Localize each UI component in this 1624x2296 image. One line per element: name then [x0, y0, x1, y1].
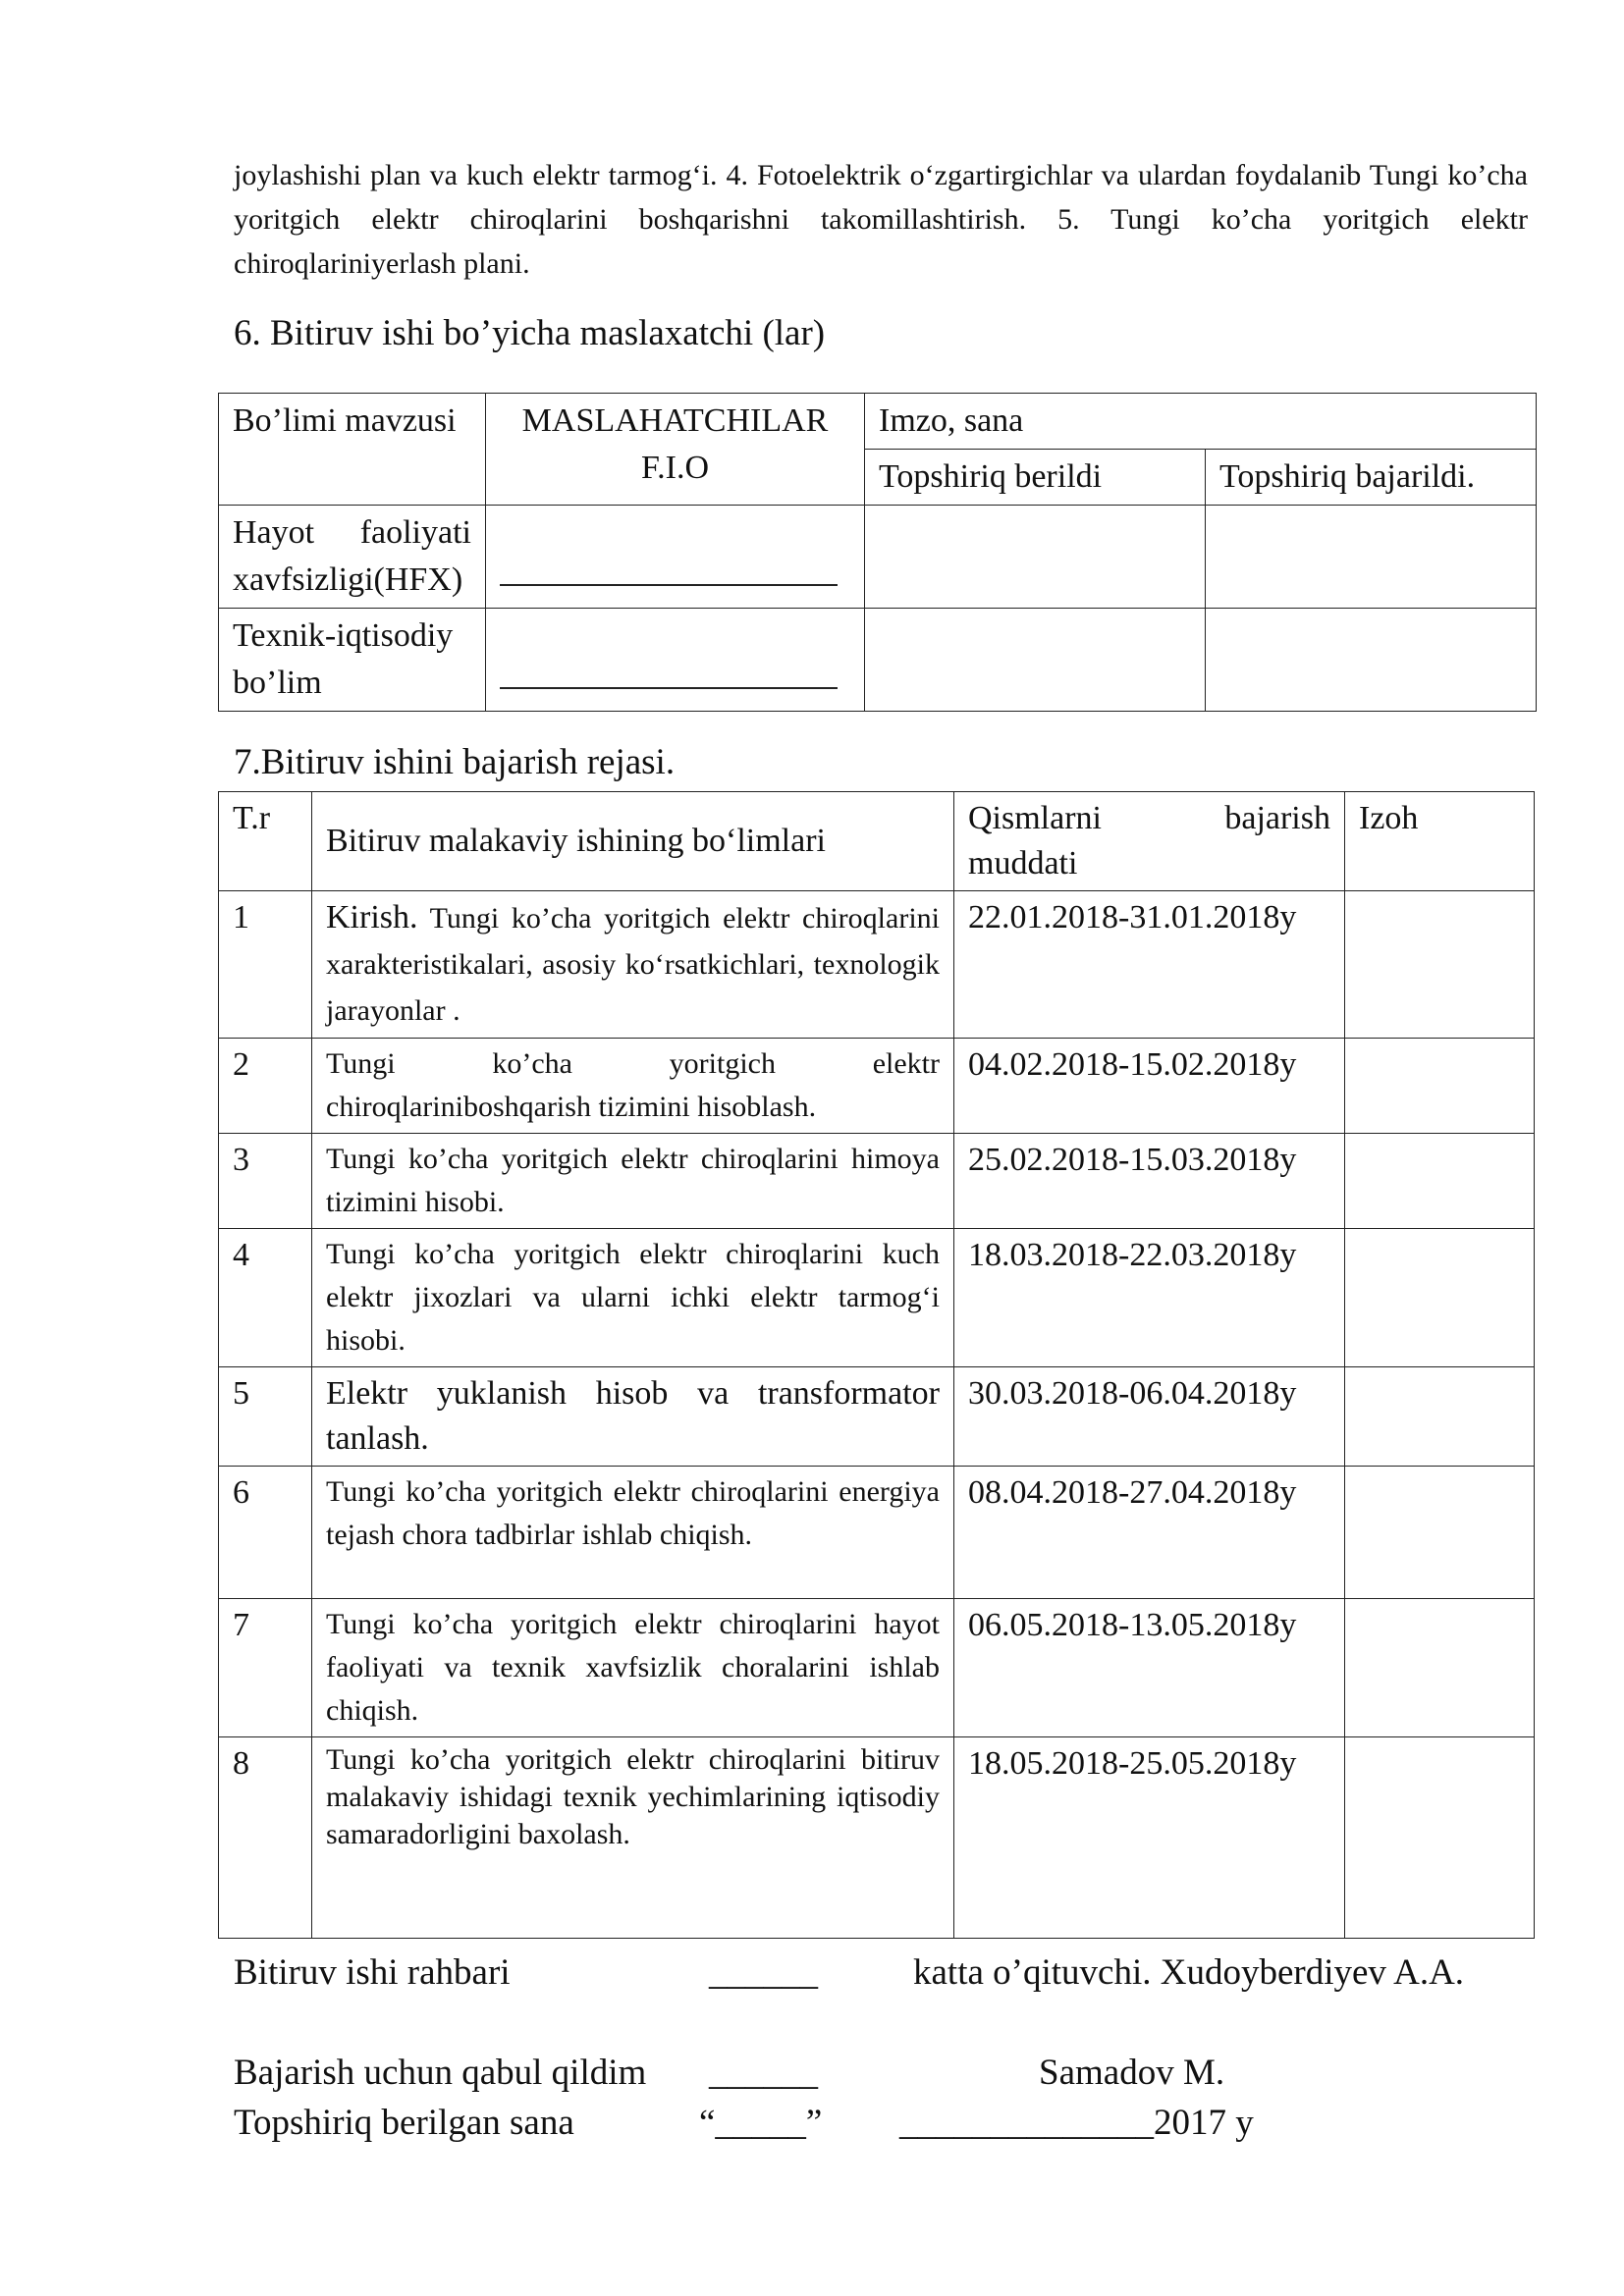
- plan-header-parts: Bitiruv malakaviy ishining bo‘limlari: [312, 792, 954, 891]
- table-row: [219, 1229, 1535, 1367]
- intro-paragraph: joylashishi plan va kuch elektr tarmog‘i. 4. Fotoelektrik o‘zgartirgichlar va ulardan foydalanib Tungi ko’cha yoritgich elektr chiroqlarini boshqarishni takomillashtirish. 5. Tungi ko’cha yoritgich elektr chiroqlariniyerlash plani.: [234, 159, 1528, 280]
- plan-row-date: 18.03.2018-22.03.2018y: [954, 1229, 1345, 1367]
- advisors-header-signature: Imzo, sana: [865, 394, 1537, 450]
- table-row: [219, 506, 1537, 609]
- plan-row-text: Tungi ko’cha yoritgich elektr chiroqlariniboshqarish tizimini hisoblash.: [312, 1039, 954, 1134]
- advisor-name-cell: [486, 609, 865, 712]
- table-row: [219, 1134, 1535, 1229]
- plan-header-note: Izoh: [1345, 792, 1535, 891]
- advisor-section-cell: Hayot faoliyati xavfsizligi(HFX): [219, 506, 486, 609]
- section6-title: 6. Bitiruv ishi bo’yicha maslaxatchi (lar): [234, 313, 826, 353]
- plan-row-date: 30.03.2018-06.04.2018y: [954, 1367, 1345, 1467]
- plan-header-num: T.r: [219, 792, 312, 891]
- plan-row-note: [1345, 1367, 1535, 1467]
- accepted-name: Samadov M.: [1039, 2053, 1225, 2093]
- plan-row-note: [1345, 1599, 1535, 1737]
- advisors-header-section: Bo’limi mavzusi: [219, 394, 486, 506]
- table-row: [219, 891, 1535, 1039]
- plan-row-date: 04.02.2018-15.02.2018y: [954, 1039, 1345, 1134]
- plan-header-deadline: Qismlarni bajarish muddati: [954, 792, 1345, 891]
- plan-row-date: 06.05.2018-13.05.2018y: [954, 1599, 1345, 1737]
- advisor-given-cell: [865, 609, 1206, 712]
- plan-row-note: [1345, 1467, 1535, 1599]
- plan-row-num: 6: [219, 1467, 312, 1599]
- plan-row-text: Tungi ko’cha yoritgich elektr chiroqlarini energiya tejash chora tadbirlar ishlab chiqish.: [312, 1467, 954, 1599]
- section7-title: 7.Bitiruv ishini bajarish rejasi.: [234, 742, 676, 782]
- table-row: [219, 1367, 1535, 1467]
- plan-table: [218, 791, 1535, 1939]
- advisor-section-cell: Texnik-iqtisodiy bo’lim: [219, 609, 486, 712]
- advisor-given-cell: [865, 506, 1206, 609]
- plan-row-note: [1345, 1737, 1535, 1939]
- supervisor-label: Bitiruv ishi rahbari: [234, 1952, 511, 1993]
- table-row: [219, 1599, 1535, 1737]
- plan-row-text: Elektr yuklanish hisob va transformator tanlash.: [312, 1367, 954, 1467]
- plan-row-text: Tungi ko’cha yoritgich elektr chiroqlarini bitiruv malakaviy ishidagi texnik yechimlarining iqtisodiy samaradorligini baxolash.: [312, 1737, 954, 1939]
- date-quote: “_____”: [699, 2103, 823, 2143]
- advisor-done-cell: [1206, 506, 1537, 609]
- plan-header-row: [219, 792, 1535, 891]
- table-row: [219, 1467, 1535, 1599]
- table-row: [219, 1039, 1535, 1134]
- accepted-label: Bajarish uchun qabul qildim: [234, 2053, 647, 2093]
- plan-row-num: 7: [219, 1599, 312, 1737]
- date-label: Topshiriq berilgan sana: [234, 2103, 574, 2143]
- plan-row-num: 3: [219, 1134, 312, 1229]
- plan-row-num: 8: [219, 1737, 312, 1939]
- advisor-name-cell: [486, 506, 865, 609]
- plan-row-num: 4: [219, 1229, 312, 1367]
- table-row: [219, 1737, 1535, 1939]
- plan-row-text: Tungi ko’cha yoritgich elektr chiroqlarini hayot faoliyati va texnik xavfsizlik choralarini ishlab chiqish.: [312, 1599, 954, 1737]
- plan-row-note: [1345, 1134, 1535, 1229]
- date-year: ______________2017 y: [899, 2103, 1254, 2143]
- advisors-header-given: Topshiriq berildi: [865, 450, 1206, 506]
- advisors-table: [218, 393, 1537, 712]
- plan-row-text: Tungi ko’cha yoritgich elektr chiroqlarini kuch elektr jixozlari va ularni ichki elektr tarmog‘i hisobi.: [312, 1229, 954, 1367]
- advisor-done-cell: [1206, 609, 1537, 712]
- plan-row-note: [1345, 891, 1535, 1039]
- plan-row-date: 08.04.2018-27.04.2018y: [954, 1467, 1345, 1599]
- plan-row-date: 18.05.2018-25.05.2018y: [954, 1737, 1345, 1939]
- advisor-name-line: [500, 559, 838, 586]
- accepted-blank: ______: [709, 2053, 818, 2093]
- plan-row-date: 22.01.2018-31.01.2018y: [954, 891, 1345, 1039]
- plan-row-note: [1345, 1039, 1535, 1134]
- plan-row-num: 5: [219, 1367, 312, 1467]
- plan-row-num: 1: [219, 891, 312, 1039]
- plan-row-text: Tungi ko’cha yoritgich elektr chiroqlarini himoya tizimini hisobi.: [312, 1134, 954, 1229]
- plan-row-num: 2: [219, 1039, 312, 1134]
- supervisor-name: katta o’qituvchi. Xudoyberdiyev A.A.: [913, 1952, 1465, 1993]
- advisors-header-done: Topshiriq bajarildi.: [1206, 450, 1537, 506]
- advisor-name-line: [500, 662, 838, 689]
- supervisor-blank: ______: [709, 1952, 818, 1993]
- table-row: [219, 609, 1537, 712]
- plan-row-date: 25.02.2018-15.03.2018y: [954, 1134, 1345, 1229]
- advisors-header-names: MASLAHATCHILAR F.I.O: [486, 394, 865, 506]
- plan-row-note: [1345, 1229, 1535, 1367]
- plan-row-text: Kirish. Tungi ko’cha yoritgich elektr chiroqlarini xarakteristikalari, asosiy ko‘rsatkichlari, texnologik jarayonlar .: [312, 891, 954, 1039]
